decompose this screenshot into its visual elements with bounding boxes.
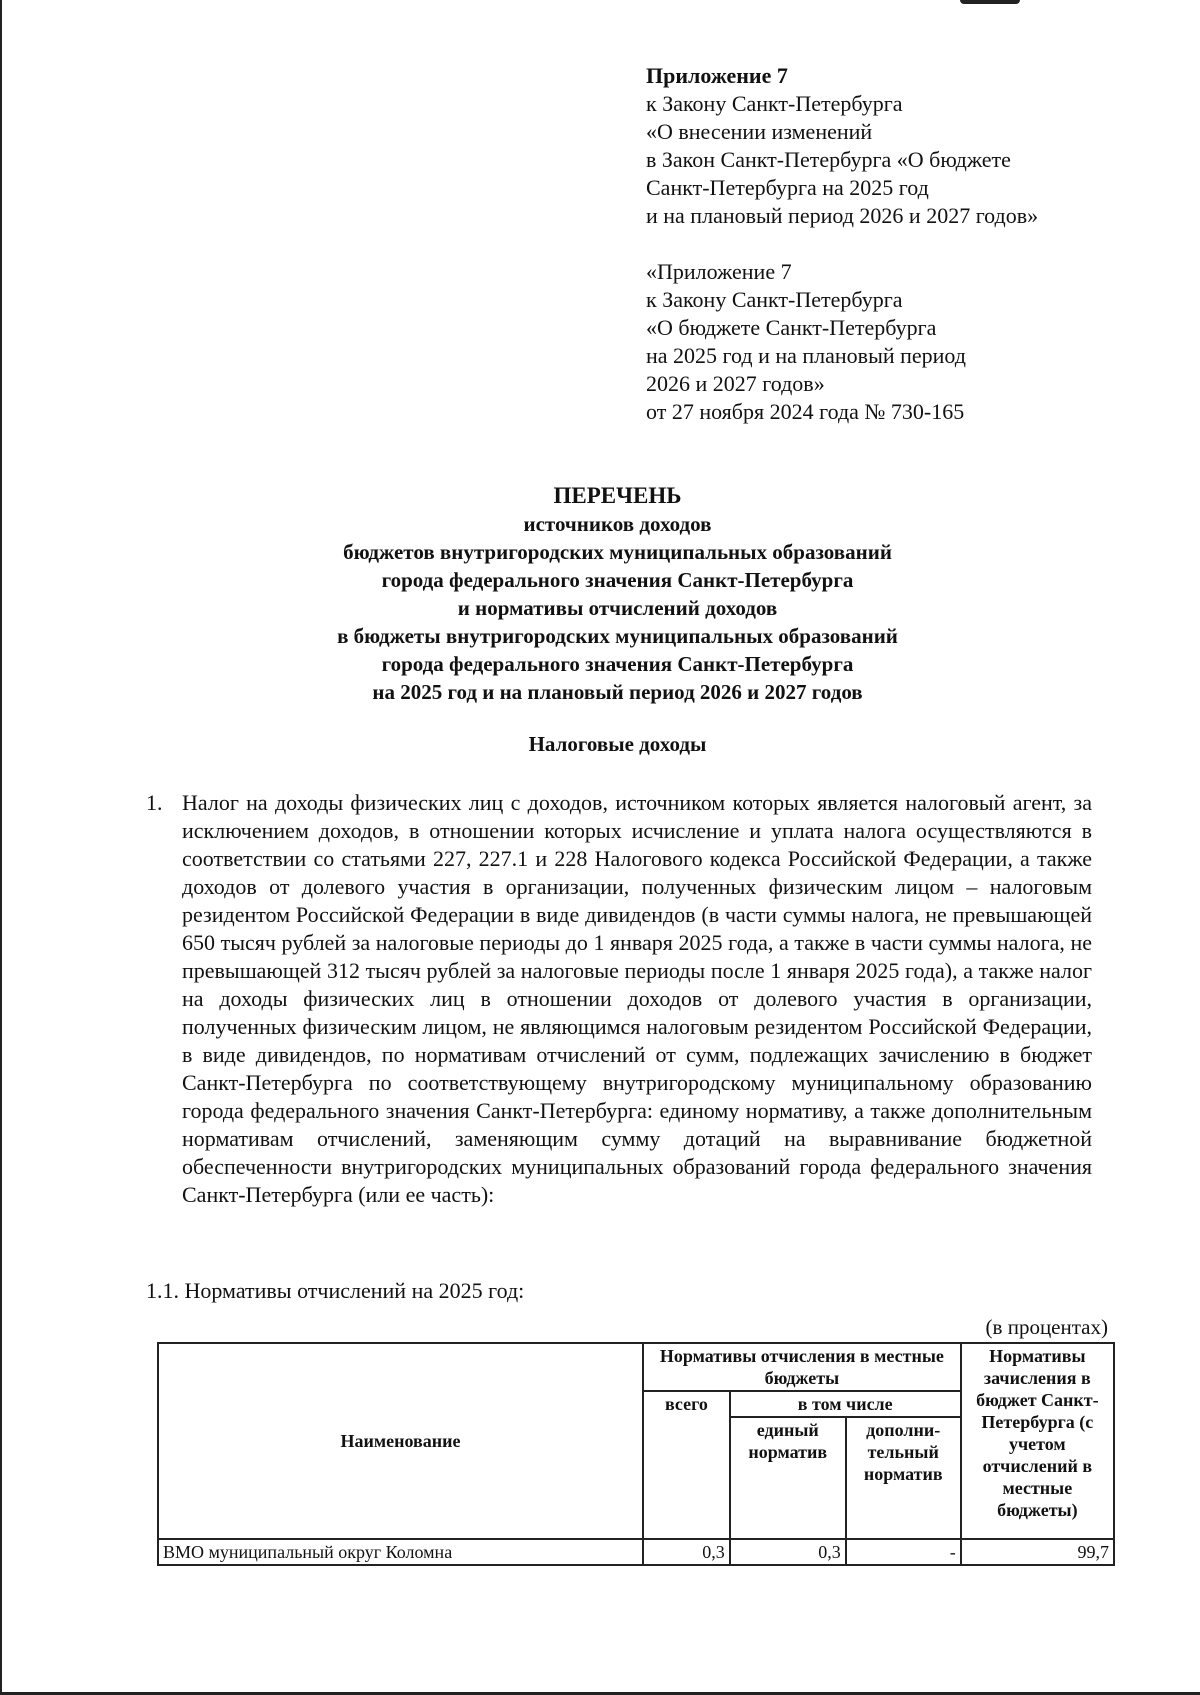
cell-spb: 99,7 <box>961 1539 1114 1565</box>
item-number: 1. <box>146 790 163 815</box>
title-line: на 2025 год и на плановый период 2026 и 2027 годов <box>372 680 863 704</box>
appendix-line: 2026 и 2027 годов» <box>646 371 825 396</box>
subitem-heading: 1.1. Нормативы отчислений на 2025 год: <box>146 1278 525 1303</box>
scan-border-left <box>0 0 2 1695</box>
header-local-group: Нормативы отчисления в местные бюджеты <box>643 1343 961 1391</box>
appendix-line: к Закону Санкт-Петербурга <box>646 287 903 312</box>
appendix-line: от 27 ноября 2024 года № 730-165 <box>646 399 965 424</box>
appendix-line: к Закону Санкт-Петербурга <box>646 91 903 116</box>
appendix-line: «О бюджете Санкт-Петербурга <box>646 315 937 340</box>
document-title <box>150 482 1085 706</box>
title-line: источников доходов <box>523 512 712 536</box>
header-spb: Нормативы зачисления в бюджет Санкт-Петербурга (с учетом отчислений в местные бюджеты) <box>961 1343 1114 1539</box>
cell-name: ВМО муниципальный округ Коломна <box>158 1539 643 1565</box>
norms-table <box>157 1342 1115 1566</box>
title-main: ПЕРЕЧЕНЬ <box>553 483 682 508</box>
cell-unified: 0,3 <box>730 1539 846 1565</box>
scan-mark <box>960 0 1020 4</box>
title-line: бюджетов внутригородских муниципальных образований <box>343 540 892 564</box>
title-line: и нормативы отчислений доходов <box>457 596 778 620</box>
appendix-line: Санкт-Петербурга на 2025 год <box>646 175 929 200</box>
title-line: в бюджеты внутригородских муниципальных образований <box>337 624 898 648</box>
item-text: Налог на доходы физических лиц с доходов, источником которых является налоговый агент, за исключением доходов, в отношении которых исчисление и уплата налога осуществляются в соответствии со статьями 227, 227.1 и 228 Налогового кодекса Российской Федерации, а также доходов от долевого участия в организации, полученных физическим лицом – налоговым резидентом Российской Федерации в виде дивидендов (в части суммы налога, не превышающей 650 тысяч рублей за налоговые периоды до 1 января 2025 года, а также в части суммы налога, не превышающей 312 тысяч рублей за налоговые периоды после 1 января 2025 года), а также налог на доходы физических лиц в отношении доходов от долевого участия в организации, полученных физическим лицом, не являющимся налоговым резидентом Российской Федерации, в виде дивидендов, по нормативам отчислений от сумм, подлежащих зачислению в бюджет Санкт-Петербурга по соответствующему внутригородскому муниципальному образованию города федерального значения Санкт-Петербурга: единому нормативу, а также дополнительным нормативам отчислений, заменяющим сумму дотаций на выравнивание бюджетной обеспеченности внутригородских муниципальных образований города федерального значения Санкт-Петербурга (или ее часть): <box>182 790 1092 1207</box>
item-1 <box>146 789 1092 1209</box>
title-line: города федерального значения Санкт-Петербурга <box>381 568 854 592</box>
appendix-title: Приложение 7 <box>646 63 788 88</box>
table-row <box>158 1539 1114 1565</box>
cell-total: 0,3 <box>643 1539 730 1565</box>
header-name: Наименование <box>158 1343 643 1539</box>
unit-label: (в процентах) <box>985 1315 1108 1339</box>
title-line: города федерального значения Санкт-Петербурга <box>381 652 854 676</box>
appendix-line: в Закон Санкт-Петербурга «О бюджете <box>646 147 1011 172</box>
appendix-line: «О внесении изменений <box>646 119 873 144</box>
appendix-line: и на плановый период 2026 и 2027 годов» <box>646 203 1039 228</box>
appendix-line: на 2025 год и на плановый период <box>646 343 966 368</box>
header-including: в том числе <box>730 1391 961 1417</box>
section-heading: Налоговые доходы <box>528 732 707 756</box>
appendix-line: «Приложение 7 <box>646 259 792 284</box>
cell-additional: - <box>846 1539 961 1565</box>
header-unified: единый норматив <box>730 1417 846 1539</box>
header-additional: дополни-тельный норматив <box>846 1417 961 1539</box>
header-total: всего <box>643 1391 730 1539</box>
appendix-header <box>646 62 1166 426</box>
